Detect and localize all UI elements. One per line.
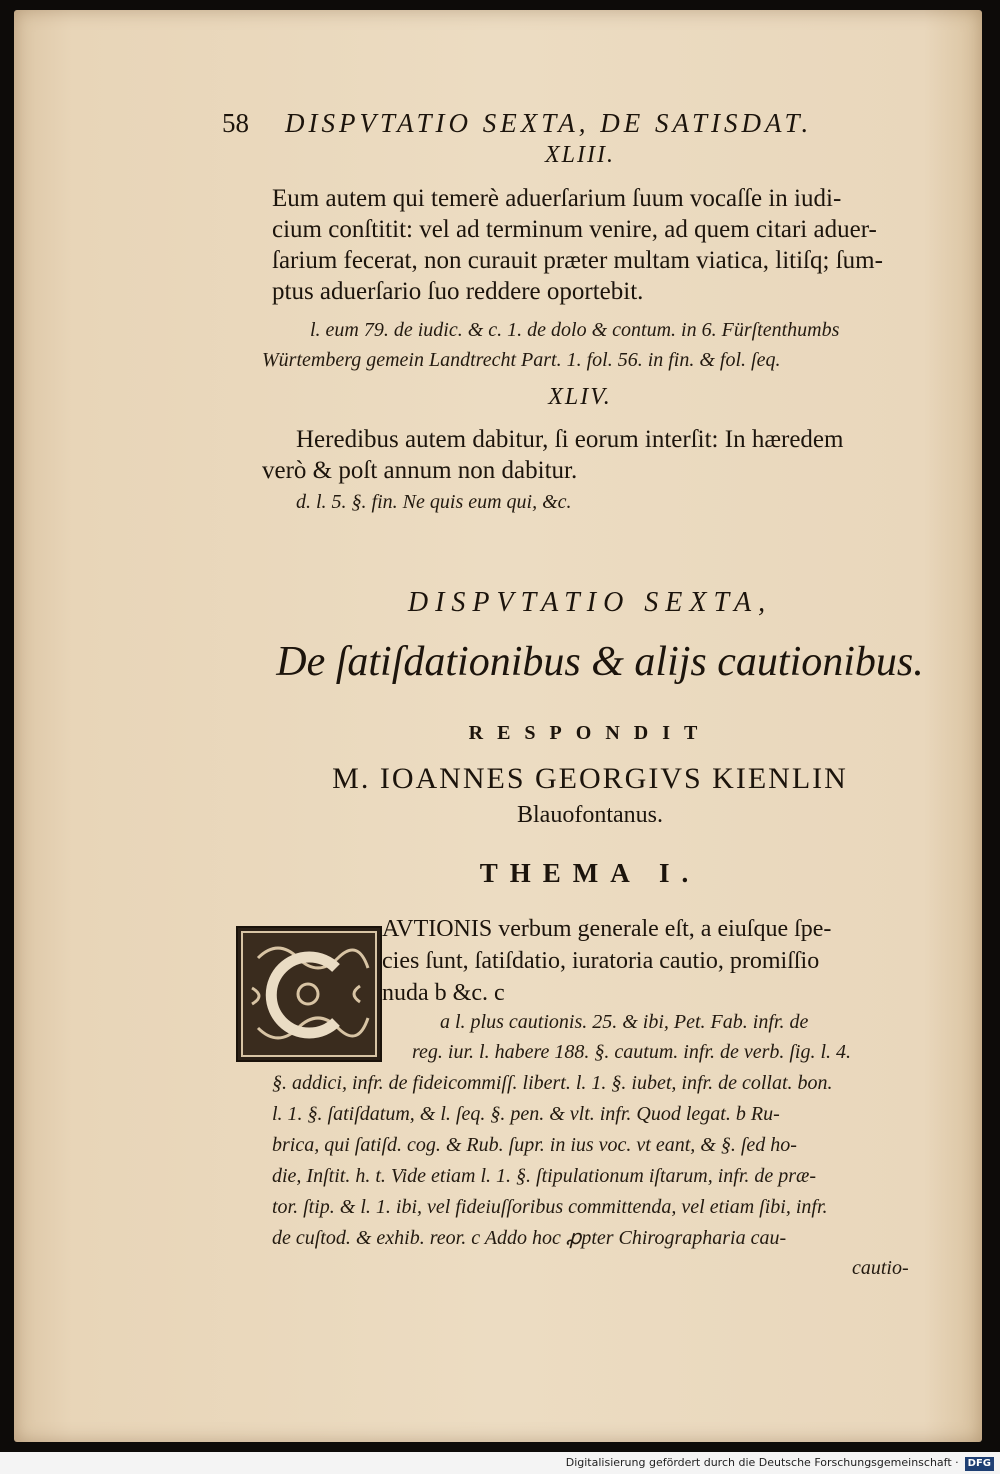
section-43-note-1: l. eum 79. de iudic. & c. 1. de dolo & contum. in 6. Fürſtenthumbs xyxy=(310,319,840,341)
thema-note-6: die, Inſtit. h. t. Vide etiam l. 1. §. ſtipulationum iſtarum, infr. de præ- xyxy=(272,1165,817,1187)
decorated-initial-c-icon xyxy=(236,926,382,1062)
thema-heading: THEMA I. xyxy=(479,858,701,888)
thema-note-7: tor. ſtip. & l. 1. ibi, vel fideiuſſoribus committenda, vel etiam ſibi, infr. xyxy=(272,1196,828,1218)
thema-note-8: de cuſtod. & exhib. reor. c Addo hoc ꝓpter Chirographaria cau- xyxy=(272,1227,787,1249)
thema-line-3: nuda b &c. c xyxy=(382,980,505,1006)
running-head xyxy=(222,108,842,139)
catchword: cautio- xyxy=(852,1257,909,1279)
section-43-line-2: cium conſtitit: vel ad terminum venire, ad quem citari aduer- xyxy=(272,216,877,243)
footer-credit-text: Digitalisierung gefördert durch die Deutsche Forschungsgemeinschaft · xyxy=(565,1456,959,1469)
page-number: 58 xyxy=(222,108,249,138)
dfg-logo-icon[interactable]: DFG xyxy=(965,1457,994,1471)
thema-note-1: a l. plus cautionis. 25. & ibi, Pet. Fab. infr. de xyxy=(440,1011,809,1033)
author-origin: Blauofontanus. xyxy=(517,802,663,828)
thema-note-5: brica, qui ſatiſd. cog. & Rub. ſupr. in ius voc. vt eant, & §. ſed ho- xyxy=(272,1134,797,1156)
section-43-note-2: Würtemberg gemein Landtrecht Part. 1. fol. 56. in fin. & fol. ſeq. xyxy=(262,349,781,371)
section-44-line-1: Heredibus autem dabitur, ſi eorum interſit: In hæredem xyxy=(296,426,844,453)
section-numeral-43: XLIII. xyxy=(545,142,615,168)
thema-note-3: §. addici, infr. de fideicommiſſ. libert. l. 1. §. iubet, infr. de collat. bon. xyxy=(272,1072,833,1094)
respondit-label: RESPONDIT xyxy=(468,722,712,744)
thema-note-2: reg. iur. l. habere 188. §. cautum. infr. de verb. ſig. l. 4. xyxy=(412,1041,852,1063)
thema-note-4: l. 1. §. ſatiſdatum, & l. ſeq. §. pen. & vlt. infr. Quod legat. b Ru- xyxy=(272,1103,780,1125)
section-numeral-44: XLIV. xyxy=(548,384,612,410)
thema-line-1: AVTIONIS verbum generale eſt, a eiuſque ſpe- xyxy=(382,916,832,942)
running-head-text: DISPVTATIO SEXTA, DE SATISDAT. xyxy=(285,108,813,138)
thema-line-2: cies ſunt, ſatiſdatio, iuratoria cautio, promiſſio xyxy=(382,948,820,974)
section-44-note-1: d. l. 5. §. fin. Ne quis eum qui, &c. xyxy=(296,491,572,513)
section-44-line-2: verò & poſt annum non dabitur. xyxy=(262,457,578,484)
disputation-title: De ſatiſdationibus & alijs cautionibus. xyxy=(276,639,924,685)
section-43-line-3: ſarium fecerat, non curauit præter multam viatica, litiſq; ſum- xyxy=(272,247,883,274)
author-name: M. IOANNES GEORGIVS KIENLIN xyxy=(332,762,848,795)
section-43-line-4: ptus aduerſario ſuo reddere oportebit. xyxy=(272,278,644,305)
disputation-heading: DISPVTATIO SEXTA, xyxy=(407,587,773,618)
digitization-footer xyxy=(0,1452,1000,1474)
section-43-line-1: Eum autem qui temerè aduerſarium ſuum vocaſſe in iudi- xyxy=(272,185,842,212)
